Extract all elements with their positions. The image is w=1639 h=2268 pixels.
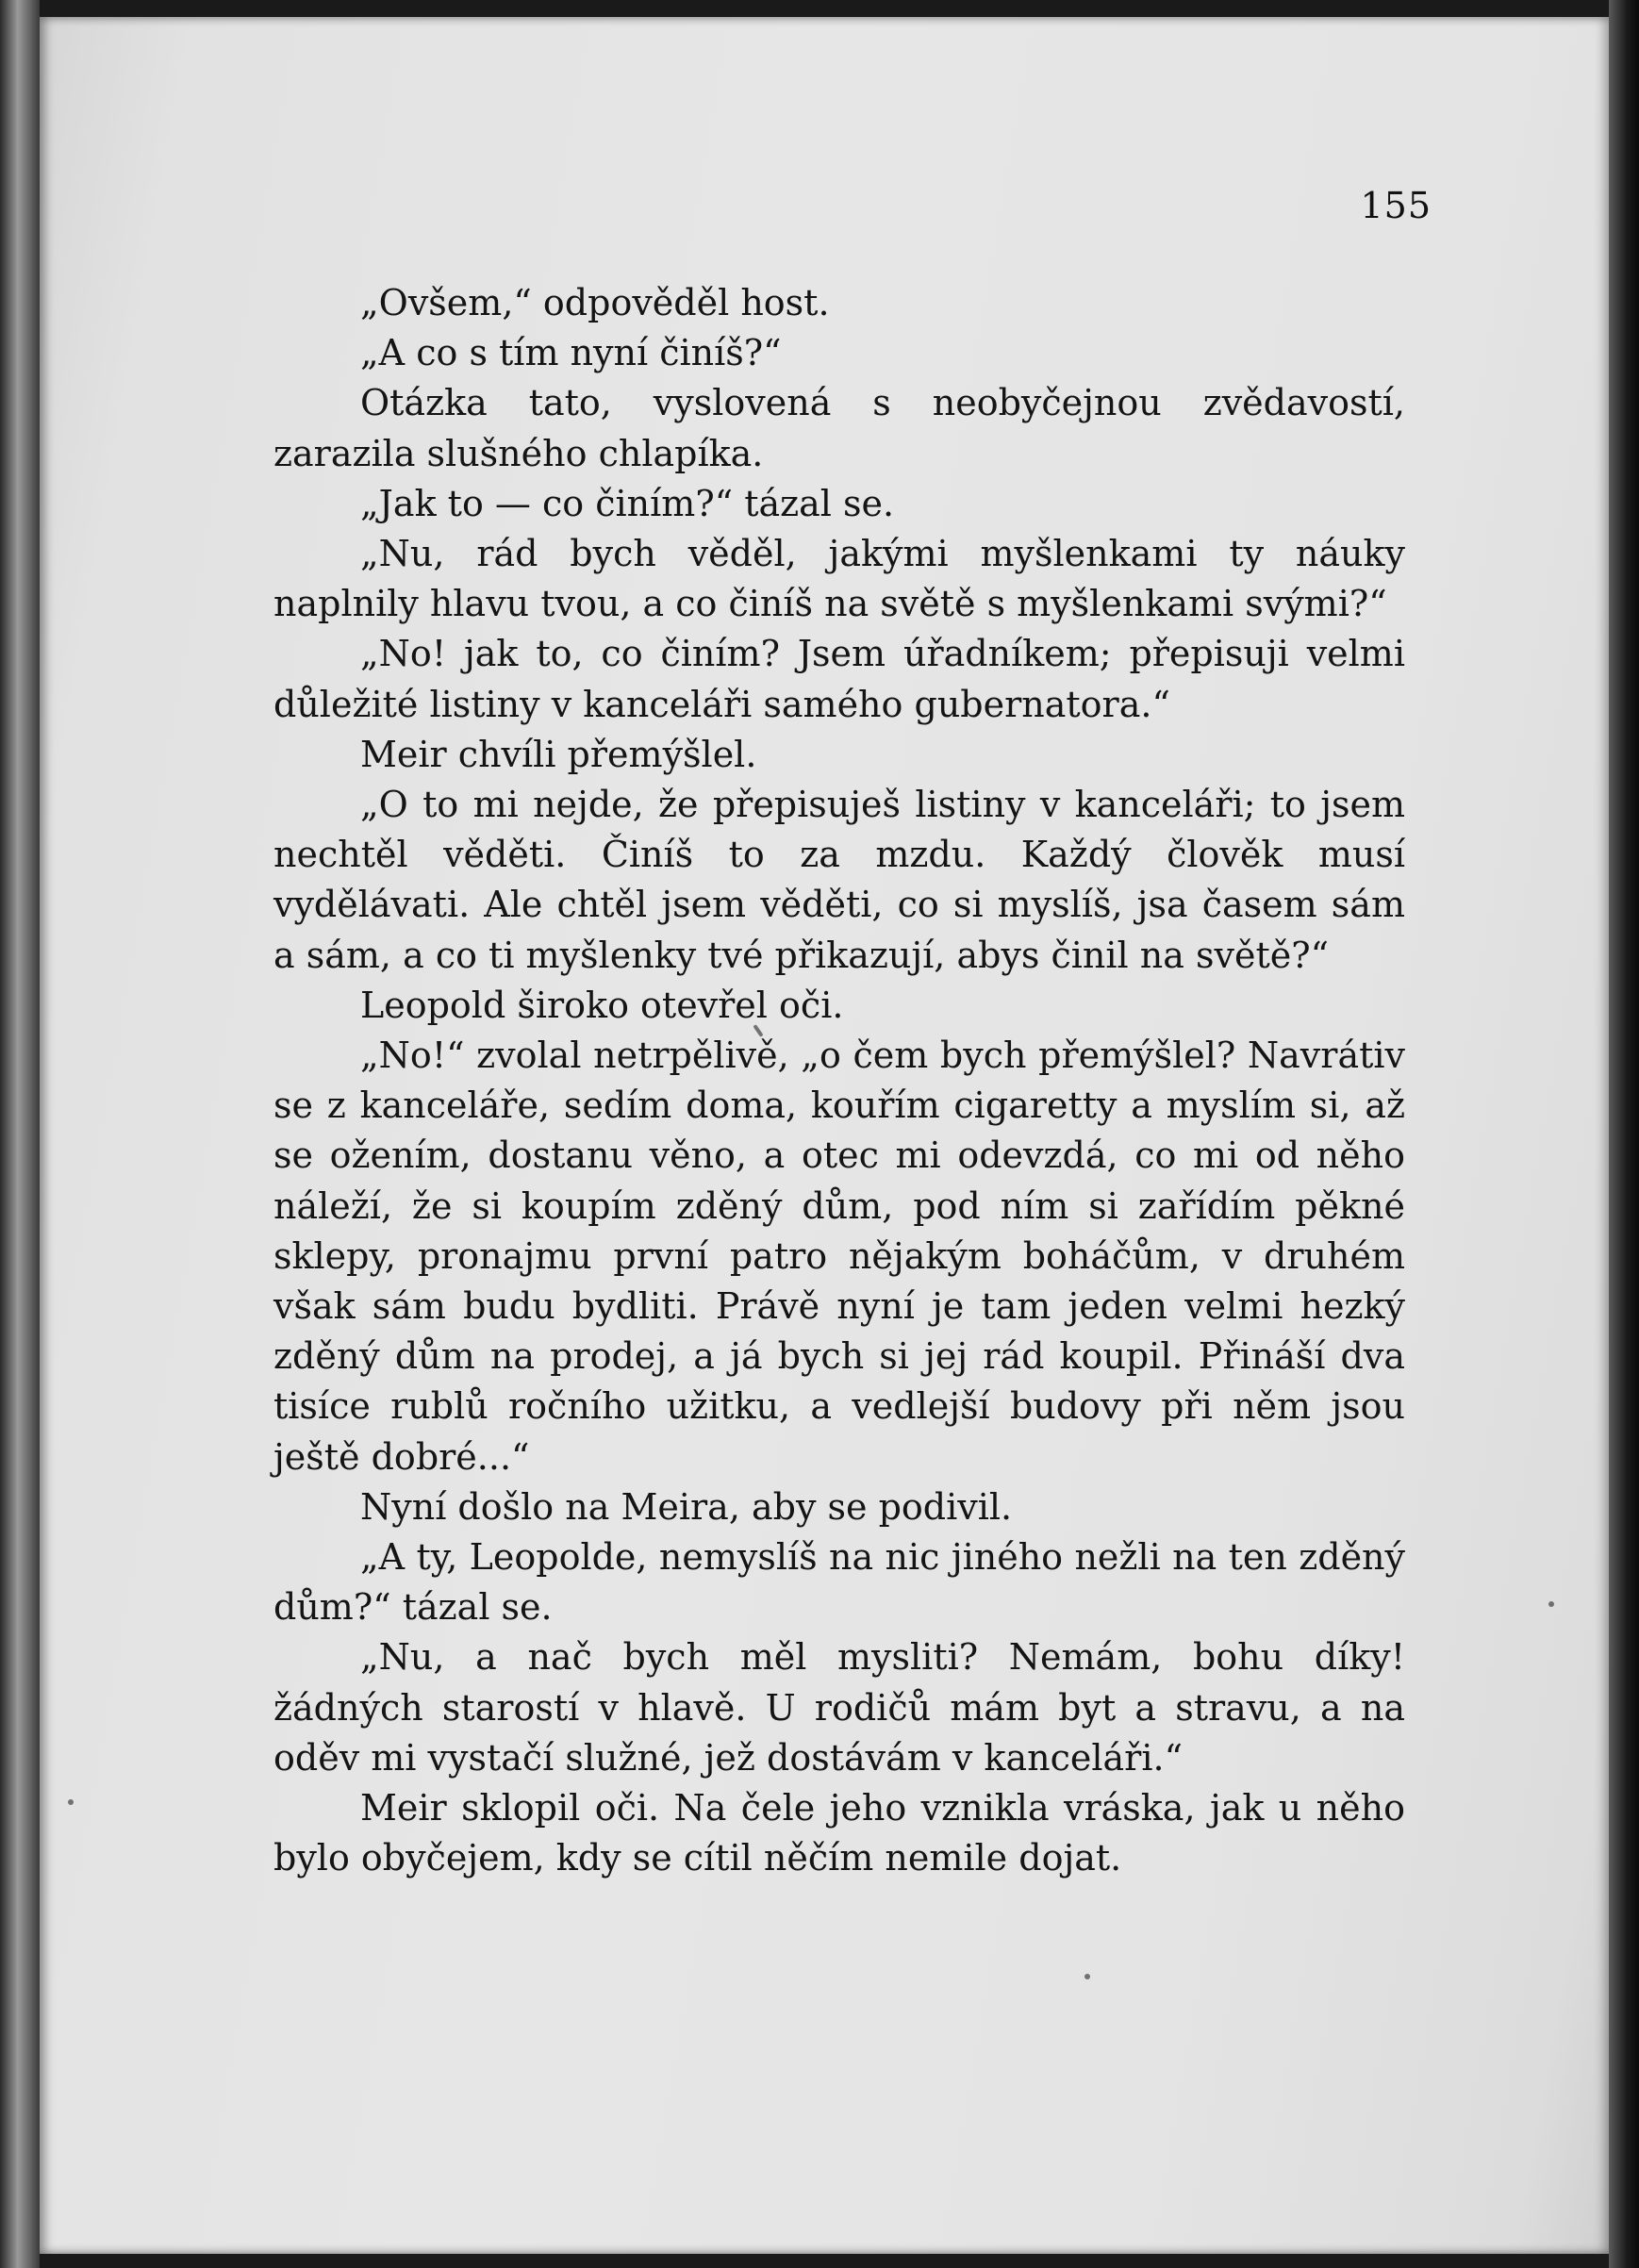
ink-speck [1084, 1974, 1090, 1979]
paragraph: Meir sklopil oči. Na čele jeho vznikla vráska, jak u něho bylo obyčejem, kdy se cítil něčím nemile dojat. [273, 1787, 1405, 1879]
paragraph: „A co s tím nyní činíš?“ [360, 332, 782, 374]
paragraph: „Nu, rád bych věděl, jakými myšlenkami ty náuky naplnily hlavu tvou, a co činíš na světě s myšlenkami svými?“ [273, 533, 1405, 625]
page-number: 155 [1360, 185, 1432, 226]
paragraph: „No! jak to, co činím? Jsem úřadníkem; přepisuji velmi důležité listiny v kanceláři samého gubernatora.“ [273, 633, 1405, 725]
book-gutter [0, 0, 40, 2268]
paragraph: „Ovšem,“ odpověděl host. [360, 282, 830, 323]
paragraph: Nyní došlo na Meira, aby se podivil. [360, 1485, 1013, 1528]
paragraph: „Nu, a nač bych měl mysliti? Nemám, bohu díky! žádných starostí v hlavě. U rodičů mám byt a stravu, a na oděv mi vystačí služné, jež dostávám v kanceláři.“ [273, 1636, 1405, 1779]
paragraph: Otázka tato, vyslovená s neobyčejnou zvědavostí, zarazila slušného chlapíka. [273, 382, 1405, 474]
page-edge [1609, 0, 1639, 2268]
paragraph: „Jak to — co činím?“ tázal se. [360, 482, 895, 524]
ink-speck [1548, 1601, 1554, 1607]
paragraph: „No!“ zvolal netrpělivě, „o čem bych přemýšlel? Navrátiv se z kanceláře, sedím doma, kouřím cigaretty a myslím si, až se ožením, dostanu věno, a otec mi odevzdá, co mi od něho náleží, že si koupím zděný dům, pod ním si zařídím pěkné sklepy, pronajmu první patro nějakým boháčům, v druhém však sám budu bydliti. Právě nyní je tam jeden velmi hezký zděný dům na prodej, a já bych si jej rád koupil. Přináší dva tisíce rublů ročního užitku, a vedlejší budovy při něm jsou ještě dobré...“ [273, 1035, 1405, 1478]
ink-speck [68, 1799, 74, 1805]
paragraph: Meir chvíli přemýšlel. [360, 733, 757, 775]
paragraph: „A ty, Leopolde, nemyslíš na nic jiného nežli na ten zděný dům?“ tázal se. [273, 1536, 1405, 1629]
paragraph: Leopold široko otevřel oči. [360, 984, 844, 1026]
paragraph: „O to mi nejde, že přepisuješ listiny v kanceláři; to jsem nechtěl věděti. Činíš to za mzdu. Každý člověk musí vydělávati. Ale chtěl jsem věděti, co si myslíš, jsa časem sám a sám, a co ti myšlenky tvé přikazují, abys činil na světě?“ [273, 784, 1405, 976]
body-text [273, 278, 1405, 1884]
